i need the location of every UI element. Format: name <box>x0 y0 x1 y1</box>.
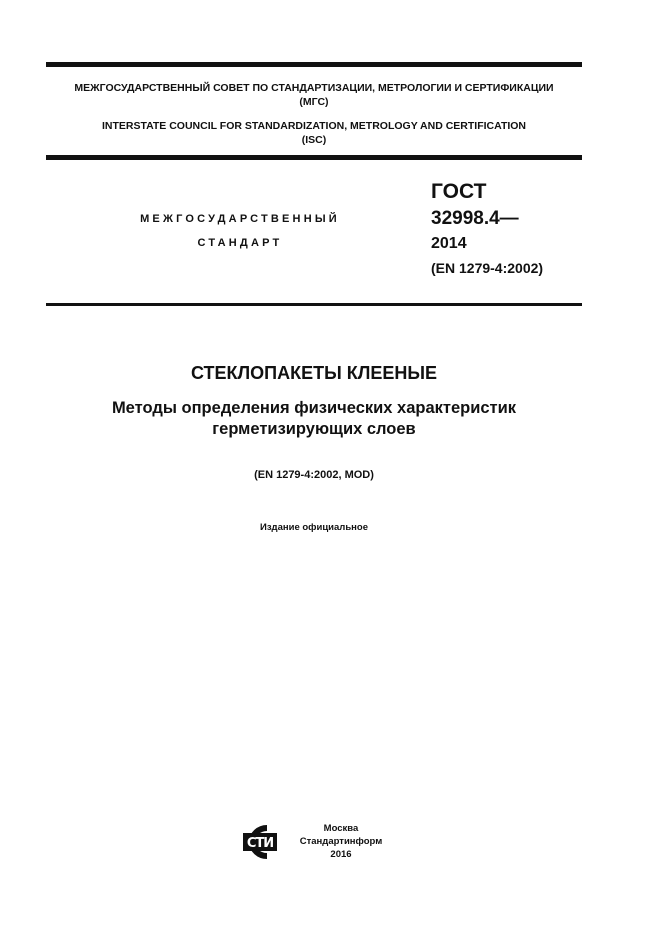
standard-type-line2: СТАНДАРТ <box>197 237 283 249</box>
document-title: СТЕКЛОПАКЕТЫ КЛЕЕНЫЕ <box>191 363 437 383</box>
publisher-year: 2016 <box>330 849 352 860</box>
top-rule <box>46 62 582 67</box>
gost-label: ГОСТ <box>431 180 487 203</box>
gost-designation <box>431 178 543 280</box>
edition-note: Издание официальное <box>260 522 368 533</box>
standard-type-line1: МЕЖГОСУДАРСТВЕННЫЙ <box>140 213 340 225</box>
gost-number: 32998.4— <box>431 208 519 229</box>
publisher-imprint <box>290 822 392 861</box>
publisher-city: Москва <box>323 823 359 834</box>
designation-rule <box>46 303 582 306</box>
council-en-text: INTERSTATE COUNCIL FOR STANDARDIZATION, METROLOGY AND CERTIFICATION <box>101 120 527 132</box>
logo-text: СТИ <box>246 836 274 851</box>
standartinform-logo-icon <box>233 824 280 860</box>
subtitle-line2: герметизирующих слоев <box>212 420 416 438</box>
gost-equivalent: (EN 1279-4:2002) <box>431 260 544 276</box>
header-rule <box>46 155 582 160</box>
publisher-name: Стандартинформ <box>299 836 383 847</box>
document-subtitle <box>46 398 582 440</box>
en-reference: (EN 1279-4:2002, MOD) <box>254 469 374 481</box>
council-ru-abbr: (МГС) <box>299 96 329 108</box>
council-name-ru <box>46 81 582 109</box>
gost-year: 2014 <box>431 235 467 252</box>
council-ru-text: МЕЖГОСУДАРСТВЕННЫЙ СОВЕТ ПО СТАНДАРТИЗАЦИИ, МЕТРОЛОГИИ И СЕРТИФИКАЦИИ <box>74 82 554 94</box>
subtitle-line1: Методы определения физических характеристик <box>111 399 517 417</box>
standard-type <box>100 207 380 255</box>
council-en-abbr: (ISC) <box>301 134 327 146</box>
council-name-en <box>46 119 582 147</box>
